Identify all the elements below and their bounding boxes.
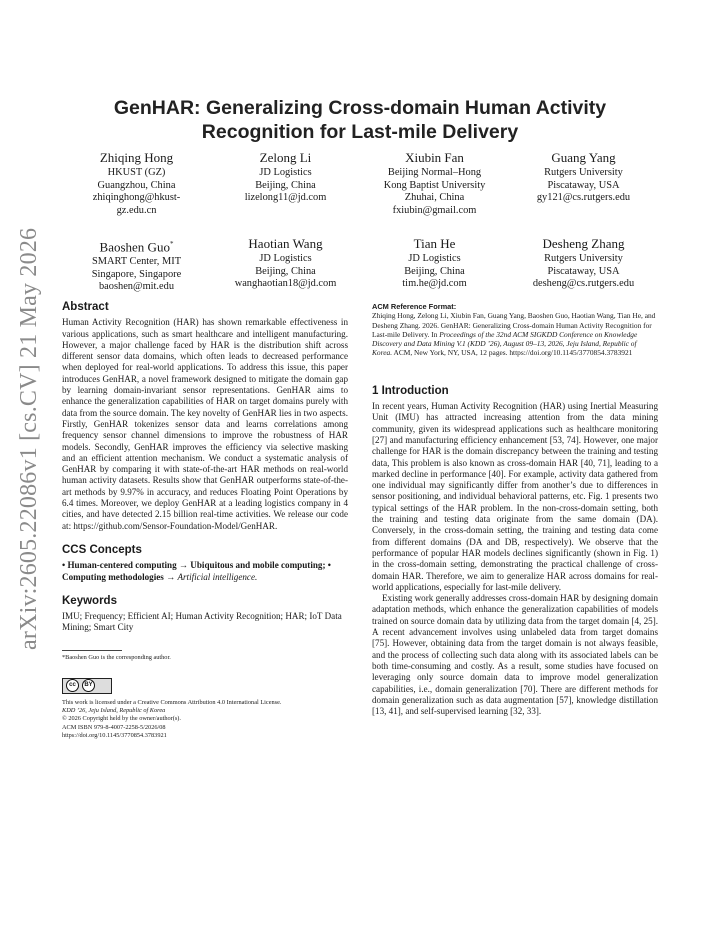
conference-line: KDD ’26, Jeju Island, Republic of Korea [62, 707, 166, 715]
author-affiliation: JD Logistics [259, 253, 312, 264]
author-affiliation: SMART Center, MIT [91, 256, 182, 268]
right-column [372, 302, 658, 717]
author-email: desheng@cs.rutgers.edu [532, 278, 635, 289]
acm-reference-text [372, 311, 658, 357]
author-affiliation: Rutgers University [544, 253, 623, 264]
author-location: Singapore, Singapore [91, 268, 182, 280]
isbn-line: ACM ISBN 979-8-4007-2258-5/2026/08 [62, 723, 166, 731]
author-name: Desheng Zhang [542, 236, 625, 251]
author-location: Beijing, China [255, 265, 316, 277]
author-name: Haotian Wang [248, 236, 323, 251]
author-affiliation: Rutgers University [544, 167, 623, 178]
author-email: zhiqinghong@hkust- [92, 192, 181, 203]
paper-title [60, 96, 660, 144]
license-block [62, 699, 348, 740]
ccs-concept-ai: Artificial intelligence. [177, 571, 258, 582]
acm-reference [372, 302, 658, 358]
author-name: Tian He [413, 236, 456, 251]
acm-citation-tail: ACM, New York, NY, USA, 12 pages. https://doi.org/10.1145/3770854.3783921 [392, 348, 633, 358]
author-affiliation-cont: Kong Baptist University [383, 179, 486, 191]
author-affiliation: JD Logistics [259, 167, 312, 178]
acm-reference-label: ACM Reference Format: [372, 302, 457, 311]
author-block [360, 236, 509, 294]
author-block [211, 150, 360, 217]
ccs-concepts: • Human-centered computing → Ubiquitous and mobile computing; • Computing methodologies → [62, 560, 331, 582]
copyright-line: © 2026 Copyright held by the owner/author(s). [62, 715, 181, 723]
author-email: wanghaotian18@jd.com [234, 278, 337, 289]
author-location: Guangzhou, China [97, 179, 176, 191]
license-line: This work is licensed under a Creative Commons Attribution 4.0 International License. [62, 698, 282, 706]
ccs-section [62, 545, 348, 583]
author-name: Zelong Li [259, 150, 312, 165]
author-email: baoshen@mit.edu [98, 281, 175, 293]
introduction-paragraph-2: Existing work generally addresses cross-domain HAR by designing domain adaptation methods, which enhance the generalization capabilities of models trained on source domain data by utilizing data from the target domain [4, 25]. A recent advancement involves using unlabeled data from target domains [75]. However, obtaining data from the target domain is not always feasible, and the process of collecting such data along with its associated labels can be both time-consuming and costly. As a result, some studies have focused on leveraging only source domain data to improve model generalization capabilities, i.e., domain generalization [70]. There are different methods for domain generalization such as data augmentation [57], knowledge distillation [13, 41], and self-supervised learning [32, 33]. [372, 593, 658, 717]
author-row-2 [62, 236, 658, 294]
author-name [62, 236, 211, 255]
acm-citation: Zhiqing Hong, Zelong Li, Xiubin Fan, Guang Yang, Baoshen Guo, Haotian Wang, Tian He, and Desheng Zhang. 2026. GenHAR: Generalizing Cross-domain Human Activity Recognition for Last-mile Delivery. In [372, 311, 656, 339]
doi-line: https://doi.org/10.1145/3770854.3783921 [62, 731, 167, 739]
author-block [360, 150, 509, 217]
author-block [509, 150, 658, 217]
introduction-paragraph-1: In recent years, Human Activity Recognition (HAR) using Inertial Measuring Unit (IMU) has attracted increasing attention from the data mining community, given its widespread applications such as healthcare monitoring [27] and manufacturing efficiency enhancement [53, 74]. However, one major challenge for HAR is the domain discrepancy between the training and testing data, This problem is also known as cross-domain HAR [40, 71], leading to a marked decline in performance [40]. For example, activity data gathered from one individual may significantly differ from another’s due to differences in sensor positioning, and individual behavioral patterns, etc. Fig. 1 presents two typical settings of the HAR problem. In the non-cross-domain setting, both the training and testing data originate from the same domain (DA). Conversely, in the cross-domain setting, the training and testing data come from different domains (DA and DB, respectively). We observe that the performance of popular HAR models declines significantly (shown in Fig. 1) in the cross-domain setting, demonstrating the practical challenge of cross-domain HAR. Therefore, we aim to generalize HAR across domains for real-world applications, especially for last-mile delivery. [372, 401, 658, 592]
author-block [211, 236, 360, 294]
acm-venue: Proceedings of the 32nd ACM SIGKDD Conference on Knowledge Discovery and Data Mining V.1 (KDD ’26), August 09–13, 2026, Jeju Island, Republic of Korea. [372, 329, 638, 358]
author-block [62, 236, 211, 294]
keywords-section [62, 596, 348, 634]
author-location: Zhuhai, China [404, 192, 465, 203]
author-name: Xiubin Fan [405, 150, 464, 165]
keywords-text: IMU; Frequency; Efficient AI; Human Activity Recognition; HAR; IoT Data Mining; Smart City [62, 611, 342, 633]
abstract-text: Human Activity Recognition (HAR) has shown remarkable effectiveness in various applications, such as smart healthcare and intelligent manufacturing. However, a major challenge faced by HAR is the distribution shift across different sensor data domains, which often leads to decreased performance when deployed for real-world applications. To address this issue, this paper introduces GenHAR, a novel framework designed to mitigate the domain gap by learning domain-invariant sensor representations. GenHAR aims to enhance the generalization capabilities of HAR on target domains purely with data from the source domain. The key novelty of GenHAR lies in two aspects. Firstly, GenHAR tokenizes sensor data and learns correlations among frequency sensor channel dimensions to improve the robustness of HAR models. Secondly, GenHAR improves the efficiency via selective masking and an efficient attention mechanism. We conduct a systematic analysis of GenHAR by comparing it with state-of-the-art HAR methods on real-world human activity datasets. Results show that GenHAR outperforms state-of-the-art methods by 9.97% in accuracy, and reduces Floating Point Operations by 6.4 times. Moreover, we deploy GenHAR at a leading logistics company in 4 cities, and have detected 2.15 billion real-time activities. We release our code at: https://github.com/Sensor-Foundation-Model/GenHAR. [62, 317, 348, 531]
author-affiliation: JD Logistics [408, 253, 461, 264]
ccs-heading: CCS Concepts [62, 543, 142, 556]
author-email: gy121@cs.rutgers.edu [536, 192, 631, 203]
introduction-heading: 1 Introduction [372, 384, 449, 397]
author-name: Guang Yang [551, 150, 616, 165]
author-email: lizelong11@jd.com [244, 192, 327, 203]
author-affiliation: HKUST (GZ) [107, 167, 166, 178]
title-line-2: Recognition for Last-mile Delivery [201, 121, 519, 143]
author-block [509, 236, 658, 294]
ccs-text [62, 560, 348, 583]
footnote-divider [62, 650, 122, 651]
author-block [62, 150, 211, 217]
author-location: Piscataway, USA [547, 265, 620, 277]
by-icon: BY [82, 679, 95, 692]
introduction-section [372, 386, 658, 718]
abstract-heading: Abstract [62, 301, 109, 313]
title-line-1: GenHAR: Generalizing Cross-domain Human Activity [113, 97, 607, 119]
author-email-cont: gz.edu.cn [116, 204, 157, 216]
author-location: Beijing, China [404, 265, 465, 277]
author-name: Zhiqing Hong [99, 150, 174, 165]
keywords-heading: Keywords [62, 594, 117, 607]
cc-icon: cc [66, 679, 79, 692]
creative-commons-badge [62, 678, 112, 694]
author-affiliation: Beijing Normal–Hong [387, 167, 482, 178]
author-name-text: Baoshen Guo [99, 239, 170, 255]
author-location: Piscataway, USA [547, 179, 620, 191]
author-email: fxiubin@gmail.com [392, 204, 477, 216]
arxiv-stamp [8, 227, 48, 660]
corresponding-author-footnote: *Baoshen Guo is the corresponding author. [62, 653, 171, 661]
arxiv-identifier: arXiv:2605.22086v1 [cs.CV] 21 May 2026 [16, 227, 42, 650]
author-location: Beijing, China [255, 179, 316, 191]
author-email: tim.he@jd.com [402, 278, 467, 289]
author-row-1 [62, 150, 658, 217]
corresponding-mark: * [169, 240, 174, 248]
left-column [62, 302, 348, 740]
